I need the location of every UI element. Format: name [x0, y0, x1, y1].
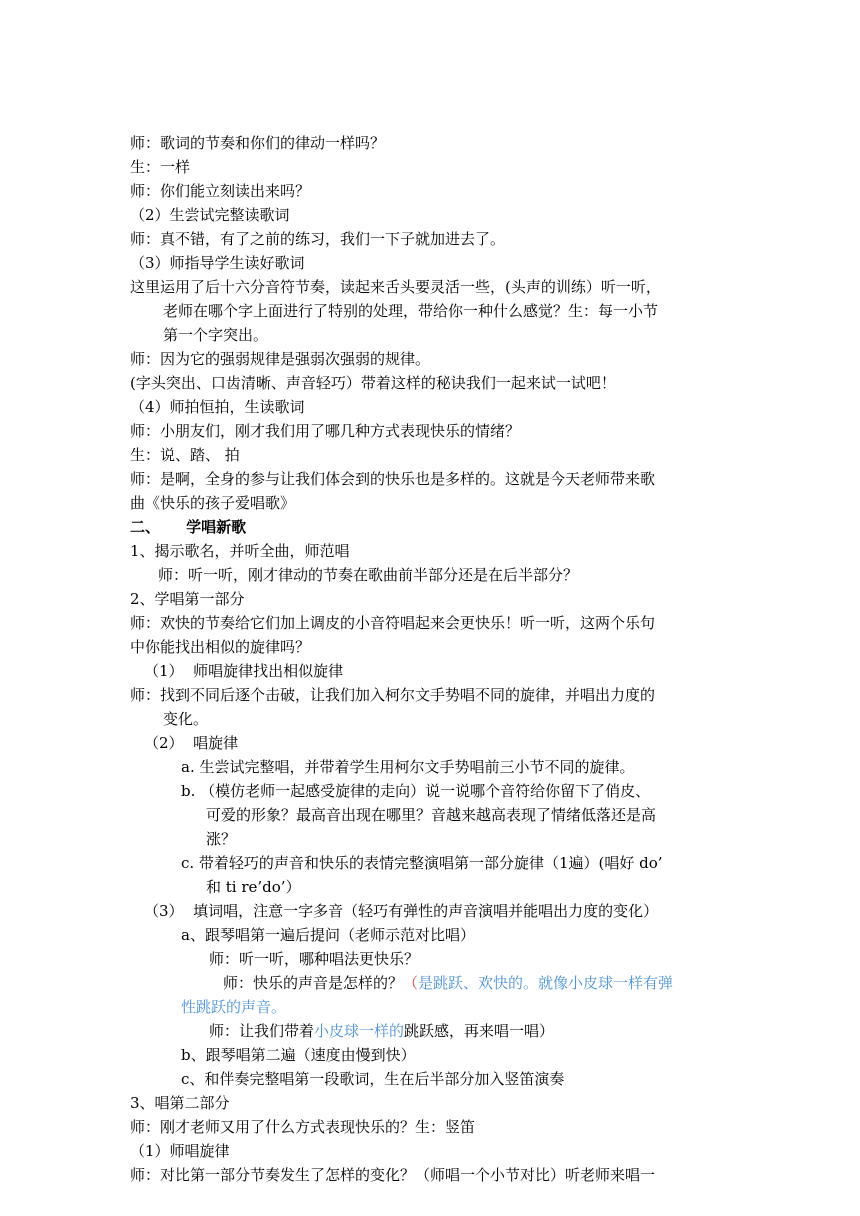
text-line	[223, 971, 673, 995]
text-line: 师：欢快的节奏给它们加上调皮的小音符唱起来会更快乐！听一听，这两个乐句	[130, 614, 656, 632]
text-line: c、和伴奏完整唱第一段歌词，生在后半部分加入竖笛演奏	[181, 1070, 565, 1088]
text-line: 老师在哪个字上面进行了特别的处理，带给你一种什么感觉？生：每一小节	[163, 302, 659, 320]
text-line: 中你能找出相似的旋律吗？	[130, 638, 311, 656]
text-line: （3） 填词唱，注意一字多音（轻巧有弹性的声音演唱并能唱出力度的变化）	[144, 902, 659, 920]
highlighted-phrase: 小皮球一样的	[314, 1022, 405, 1040]
text-line: 变化。	[163, 710, 209, 728]
text-span: 师：快乐的声音是怎样的？	[223, 974, 404, 992]
text-line: 师：歌词的节奏和你们的律动一样吗？	[130, 134, 386, 152]
text-line: 这里运用了后十六分音符节奏，读起来舌头要灵活一些，(头声的训练）听一听，	[130, 278, 661, 296]
text-line: 涨？	[206, 830, 237, 848]
text-line: 师：找到不同后逐个击破，让我们加入柯尔文手势唱不同的旋律，并唱出力度的	[130, 686, 656, 704]
text-line: b. （模仿老师一起感受旋律的走向）说一说哪个音符给你留下了俏皮、	[181, 782, 651, 800]
text-line: 生：说、踏、 拍	[130, 446, 240, 464]
text-line: （1）师唱旋律	[130, 1142, 230, 1160]
text-line: 师：听一听，刚才律动的节奏在歌曲前半部分还是在后半部分？	[158, 566, 579, 584]
text-line: 师：因为它的强弱规律是强弱次强弱的规律。	[130, 350, 431, 368]
text-line: 3、唱第二部分	[130, 1094, 230, 1112]
text-line: 2、学唱第一部分	[130, 590, 245, 608]
text-line: 和 ti re’do’）	[206, 878, 301, 896]
section-heading: 二、 学唱新歌	[130, 518, 247, 536]
text-line: (字头突出、口齿清晰、声音轻巧）带着这样的秘诀我们一起来试一试吧！	[130, 374, 616, 392]
text-line: 师：听一听，哪种唱法更快乐？	[209, 950, 420, 968]
highlighted-answer: 是跳跃、欢快的。就像小皮球一样有弹	[418, 974, 674, 992]
text-line: 师：刚才老师又用了什么方式表现快乐的？生：竖笛	[130, 1118, 476, 1136]
text-line: 第一个字突出。	[163, 326, 269, 344]
highlighted-answer-continued: 性跳跃的声音。	[181, 998, 287, 1016]
text-line: 1、揭示歌名，并听全曲，师范唱	[130, 542, 350, 560]
text-line: 生：一样	[130, 158, 191, 176]
text-line	[209, 1019, 554, 1043]
text-line: （3）师指导学生读好歌词	[130, 254, 305, 272]
text-line: 师：真不错，有了之前的练习，我们一下子就加进去了。	[130, 230, 506, 248]
text-line: 可爱的形象？最高音出现在哪里？音越来越高表现了情绪低落还是高	[206, 806, 657, 824]
text-line: c. 带着轻巧的声音和快乐的表情完整演唱第一部分旋律（1遍）(唱好 do’	[181, 854, 663, 872]
open-paren: （	[403, 974, 419, 992]
text-line: 师：对比第一部分节奏发生了怎样的变化？（师唱一个小节对比）听老师来唱一	[130, 1166, 656, 1184]
text-line: 师：你们能立刻读出来吗？	[130, 182, 311, 200]
text-line: （4）师拍恒拍，生读歌词	[130, 398, 305, 416]
text-span: 跳跃感，再来唱一唱）	[404, 1022, 555, 1040]
text-line: 师：小朋友们，刚才我们用了哪几种方式表现快乐的情绪？	[130, 422, 521, 440]
text-line: （1） 师唱旋律找出相似旋律	[144, 662, 344, 680]
text-line: b、跟琴唱第二遍（速度由慢到快）	[181, 1046, 416, 1064]
text-line: 曲《快乐的孩子爱唱歌》	[130, 494, 296, 512]
text-line: 师：是啊，全身的参与让我们体会到的快乐也是多样的。这就是今天老师带来歌	[130, 470, 656, 488]
text-line: a、跟琴唱第一遍后提问（老师示范对比唱）	[181, 926, 475, 944]
text-line: （2） 唱旋律	[144, 734, 239, 752]
text-line: a. 生尝试完整唱，并带着学生用柯尔文手势唱前三小节不同的旋律。	[181, 758, 635, 776]
text-span: 师：让我们带着	[209, 1022, 315, 1040]
text-line: （2）生尝试完整读歌词	[130, 206, 290, 224]
